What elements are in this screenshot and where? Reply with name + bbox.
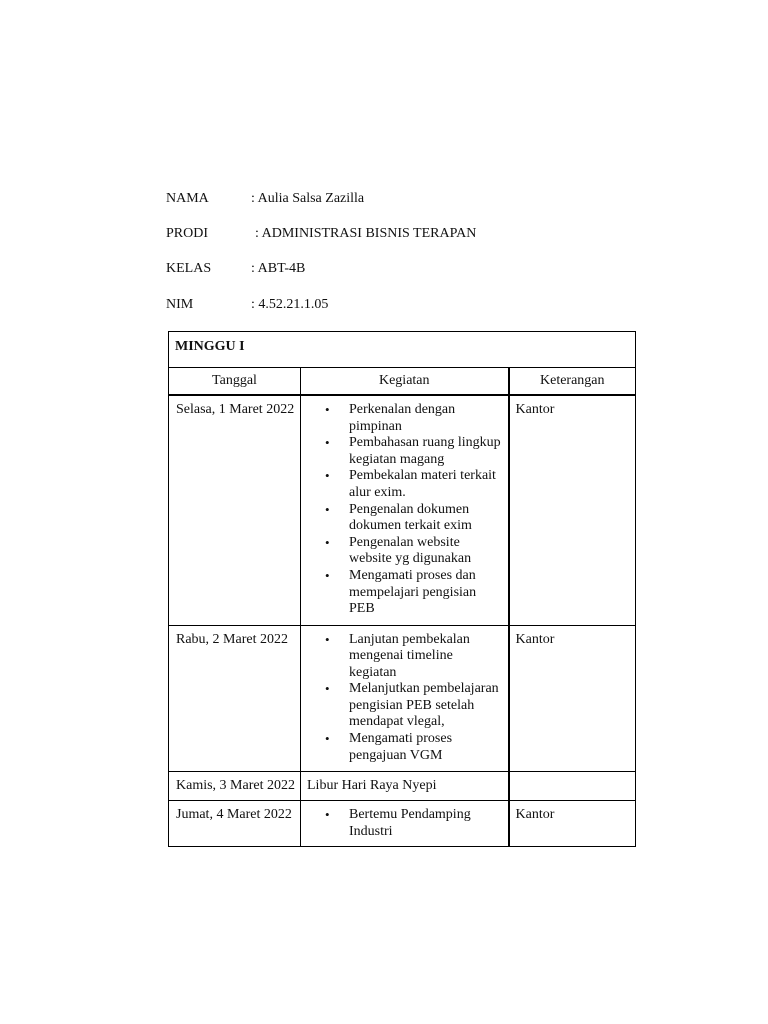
date-cell: Jumat, 4 Maret 2022 bbox=[169, 801, 301, 847]
bullet-icon: • bbox=[325, 501, 330, 517]
table-row bbox=[169, 771, 636, 801]
activity-text: Melanjutkan pembelajaran pengisian PEB setelah mendapat vlegal, bbox=[349, 681, 499, 730]
bullet-icon: • bbox=[325, 807, 330, 823]
bullet-icon: • bbox=[325, 631, 330, 647]
activity-text: Perkenalan dengan pimpinan bbox=[349, 402, 456, 434]
kelas-label: KELAS bbox=[166, 261, 212, 276]
header-kegiatan: Kegiatan bbox=[301, 368, 509, 396]
activity-list bbox=[301, 632, 502, 765]
activity-text: Pengenalan website website yg digunakan bbox=[349, 534, 472, 567]
bullet-icon: • bbox=[325, 402, 330, 417]
week-title-row bbox=[169, 332, 636, 368]
bullet-icon: • bbox=[325, 731, 330, 747]
header-tanggal: Tanggal bbox=[169, 368, 301, 396]
table-row bbox=[169, 801, 636, 847]
bullet-icon: • bbox=[325, 534, 330, 550]
week-title-text: MINGGU I bbox=[175, 339, 245, 354]
list-item bbox=[301, 535, 502, 568]
list-item bbox=[301, 568, 502, 618]
week-title bbox=[169, 332, 636, 368]
activity-text: Mengamati proses dan mempelajari pengisian PEB bbox=[349, 567, 477, 617]
prodi-value: : ADMINISTRASI BISNIS TERAPAN bbox=[255, 226, 477, 241]
list-item bbox=[301, 502, 502, 535]
table-row bbox=[169, 625, 636, 771]
nim-value: : 4.52.21.1.05 bbox=[251, 297, 329, 312]
bullet-icon: • bbox=[325, 567, 330, 583]
activity-log-table bbox=[168, 331, 636, 847]
activity-list bbox=[301, 807, 502, 840]
activity-text: Mengamati proses pengajuan VGM bbox=[349, 731, 453, 763]
nama-label: NAMA bbox=[166, 191, 209, 206]
activity-cell: Libur Hari Raya Nyepi bbox=[301, 771, 509, 801]
list-item bbox=[301, 731, 502, 764]
bullet-icon: • bbox=[325, 468, 330, 484]
table-row bbox=[169, 395, 636, 625]
note-cell: Kantor bbox=[509, 801, 636, 847]
activity-cell bbox=[301, 625, 509, 771]
note-cell: Kantor bbox=[509, 395, 636, 625]
list-item bbox=[301, 435, 502, 468]
nama-value: : Aulia Salsa Zazilla bbox=[251, 191, 365, 206]
header-keterangan: Keterangan bbox=[509, 368, 636, 396]
list-item bbox=[301, 681, 502, 731]
list-item bbox=[301, 807, 502, 840]
kelas-value: : ABT-4B bbox=[251, 261, 306, 276]
activity-cell bbox=[301, 395, 509, 625]
activity-text: Bertemu Pendamping Industri bbox=[349, 807, 471, 839]
nim-label: NIM bbox=[166, 297, 194, 312]
list-item bbox=[301, 402, 502, 435]
list-item bbox=[301, 468, 502, 501]
activity-text: Pembahasan ruang lingkup kegiatan magang bbox=[349, 435, 501, 467]
activity-text: Pengenalan dokumen dokumen terkait exim bbox=[349, 501, 472, 534]
activity-list bbox=[301, 402, 502, 618]
activity-cell bbox=[301, 801, 509, 847]
date-cell: Kamis, 3 Maret 2022 bbox=[169, 771, 301, 801]
bullet-icon: • bbox=[325, 435, 330, 451]
bullet-icon: • bbox=[325, 681, 330, 697]
date-cell: Selasa, 1 Maret 2022 bbox=[169, 395, 301, 625]
note-cell: Kantor bbox=[509, 625, 636, 771]
note-cell bbox=[509, 771, 636, 801]
header-row bbox=[169, 368, 636, 396]
list-item bbox=[301, 632, 502, 682]
activity-text: Lanjutan pembekalan mengenai timeline kegiatan bbox=[349, 631, 470, 680]
date-cell: Rabu, 2 Maret 2022 bbox=[169, 625, 301, 771]
activity-text: Pembekalan materi terkait alur exim. bbox=[349, 468, 496, 500]
prodi-label: PRODI bbox=[166, 226, 209, 241]
